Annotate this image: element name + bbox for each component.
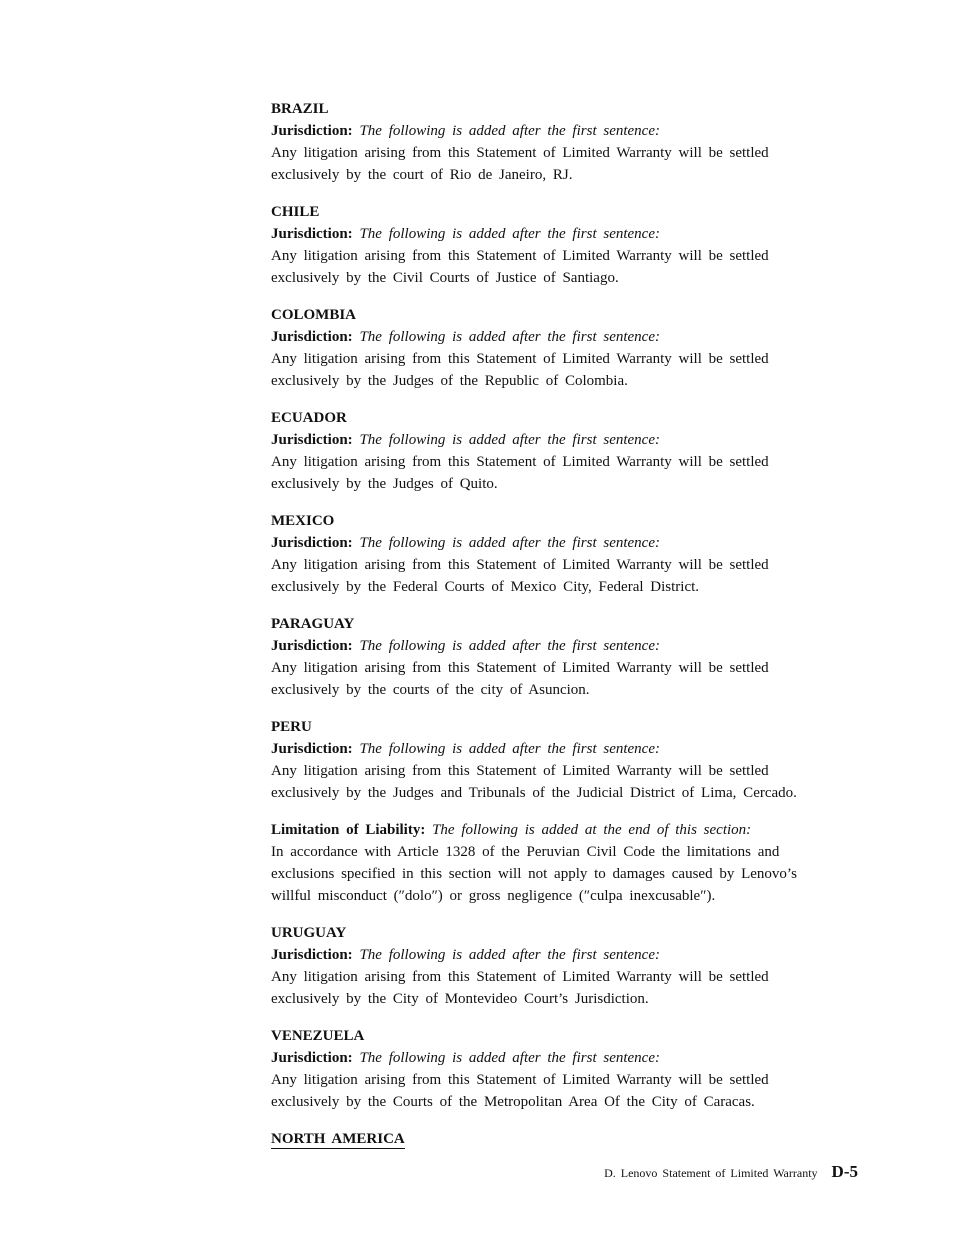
clause-intro: The following is added after the first sentence: — [359, 329, 660, 345]
clause-intro-line — [271, 120, 831, 142]
clause-intro: The following is added after the first sentence: — [359, 947, 660, 963]
clause-intro-line — [271, 738, 831, 760]
page-number: D-5 — [831, 1162, 858, 1181]
page-footer — [604, 1162, 858, 1182]
clause-text: Any litigation arising from this Statement of Limited Warranty will be settled exclusively by the courts of the city of Asuncion. — [271, 660, 769, 698]
section-colombia — [271, 304, 831, 392]
clause-intro-line — [271, 326, 831, 348]
clause-text: Any litigation arising from this Statement of Limited Warranty will be settled exclusively by the Federal Courts of Mexico City, Federal District. — [271, 557, 769, 595]
jurisdiction-clause — [271, 326, 831, 392]
clause-text: Any litigation arising from this Statement of Limited Warranty will be settled exclusively by the Civil Courts of Justice of Santiago. — [271, 248, 769, 286]
country-heading: VENEZUELA — [271, 1028, 365, 1044]
country-heading: PARAGUAY — [271, 616, 355, 632]
section-peru-liability — [271, 819, 831, 907]
jurisdiction-clause — [271, 944, 831, 1010]
clause-term: Limitation of Liability: — [271, 822, 426, 838]
clause-text: In accordance with Article 1328 of the Peruvian Civil Code the limitations and exclusions specified in this section will not apply to damages caused by Lenovo’s willful misconduct (″dolo″) or gross negligence (″culpa inexcusable″). — [271, 844, 797, 904]
section-ecuador — [271, 407, 831, 495]
clause-intro-line — [271, 532, 831, 554]
clause-text: Any litigation arising from this Statement of Limited Warranty will be settled exclusively by the City of Montevideo Court’s Jurisdiction. — [271, 969, 769, 1007]
clause-intro-line — [271, 1047, 831, 1069]
country-heading: ECUADOR — [271, 410, 347, 426]
section-north-america — [271, 1128, 831, 1150]
clause-intro: The following is added after the first sentence: — [359, 226, 660, 242]
clause-term: Jurisdiction: — [271, 638, 353, 654]
clause-intro: The following is added after the first sentence: — [359, 1050, 660, 1066]
clause-term: Jurisdiction: — [271, 226, 353, 242]
country-heading: BRAZIL — [271, 101, 329, 117]
clause-term: Jurisdiction: — [271, 535, 353, 551]
region-heading: NORTH AMERICA — [271, 1131, 405, 1147]
clause-term: Jurisdiction: — [271, 1050, 353, 1066]
clause-intro-line — [271, 429, 831, 451]
clause-intro: The following is added at the end of this section: — [432, 822, 752, 838]
jurisdiction-clause — [271, 120, 831, 186]
section-mexico — [271, 510, 831, 598]
liability-clause — [271, 819, 831, 907]
clause-intro: The following is added after the first sentence: — [359, 432, 660, 448]
jurisdiction-clause — [271, 1047, 831, 1113]
section-chile — [271, 201, 831, 289]
clause-text: Any litigation arising from this Statement of Limited Warranty will be settled exclusively by the court of Rio de Janeiro, RJ. — [271, 145, 769, 183]
clause-term: Jurisdiction: — [271, 432, 353, 448]
jurisdiction-clause — [271, 532, 831, 598]
section-venezuela — [271, 1025, 831, 1113]
clause-term: Jurisdiction: — [271, 329, 353, 345]
clause-text: Any litigation arising from this Statement of Limited Warranty will be settled exclusively by the Courts of the Metropolitan Area Of the City of Caracas. — [271, 1072, 769, 1110]
section-paraguay — [271, 613, 831, 701]
jurisdiction-clause — [271, 738, 831, 804]
clause-text: Any litigation arising from this Statement of Limited Warranty will be settled exclusively by the Judges and Tribunals of the Judicial District of Lima, Cercado. — [271, 763, 797, 801]
jurisdiction-clause — [271, 635, 831, 701]
clause-text: Any litigation arising from this Statement of Limited Warranty will be settled exclusively by the Judges of Quito. — [271, 454, 769, 492]
jurisdiction-clause — [271, 223, 831, 289]
clause-intro-line — [271, 223, 831, 245]
clause-term: Jurisdiction: — [271, 741, 353, 757]
country-heading: URUGUAY — [271, 925, 347, 941]
section-uruguay — [271, 922, 831, 1010]
clause-term: Jurisdiction: — [271, 123, 353, 139]
jurisdiction-clause — [271, 429, 831, 495]
country-heading: PERU — [271, 719, 312, 735]
country-heading: CHILE — [271, 204, 320, 220]
clause-intro-line — [271, 944, 831, 966]
clause-intro-line — [271, 819, 831, 841]
clause-term: Jurisdiction: — [271, 947, 353, 963]
footer-title: D. Lenovo Statement of Limited Warranty — [604, 1166, 818, 1180]
clause-intro-line — [271, 635, 831, 657]
country-heading: COLOMBIA — [271, 307, 357, 323]
clause-intro: The following is added after the first sentence: — [359, 741, 660, 757]
clause-intro: The following is added after the first sentence: — [359, 638, 660, 654]
section-brazil — [271, 98, 831, 186]
country-heading: MEXICO — [271, 513, 335, 529]
clause-intro: The following is added after the first sentence: — [359, 535, 660, 551]
section-peru — [271, 716, 831, 804]
clause-text: Any litigation arising from this Statement of Limited Warranty will be settled exclusively by the Judges of the Republic of Colombia. — [271, 351, 769, 389]
document-body — [271, 98, 831, 1165]
clause-intro: The following is added after the first sentence: — [359, 123, 660, 139]
